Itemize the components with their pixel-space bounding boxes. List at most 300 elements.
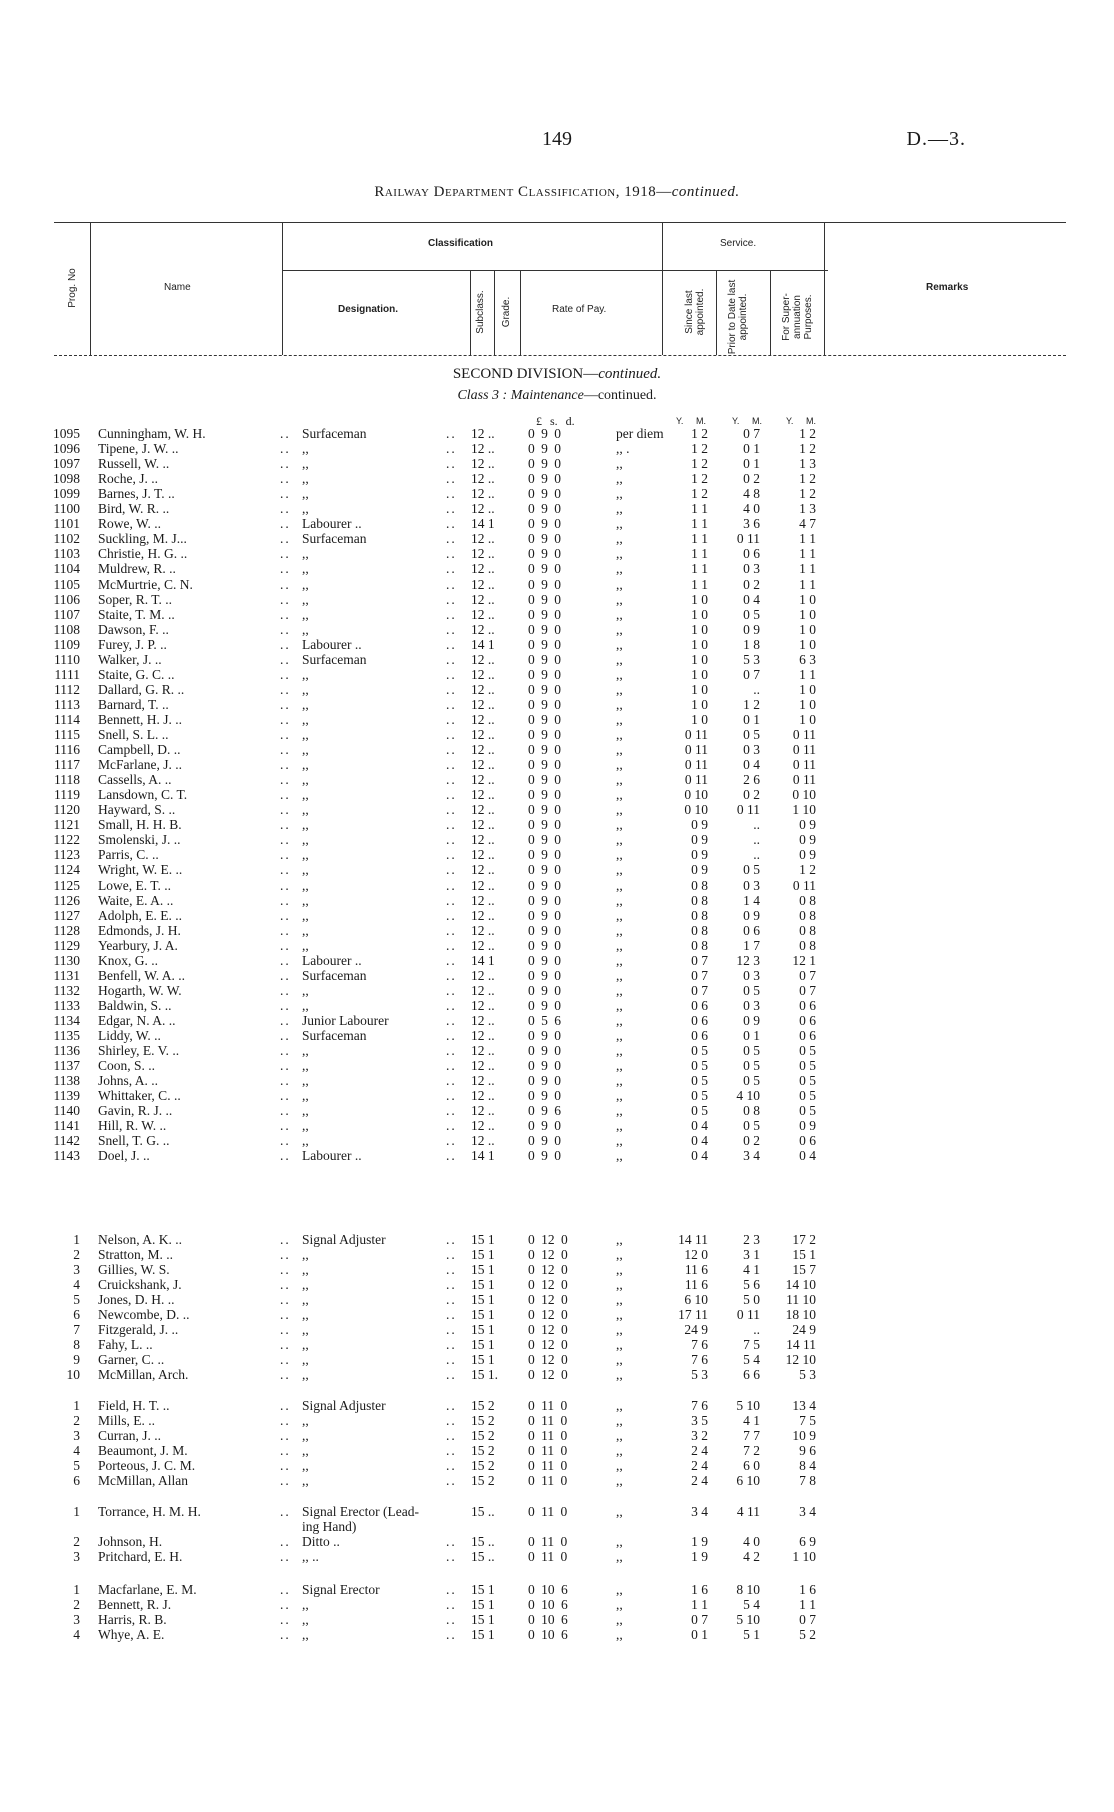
leader-dots: .. xyxy=(280,1582,291,1597)
employee-name: Edgar, N. A. .. xyxy=(98,1012,176,1028)
subclass-grade: 12 .. xyxy=(471,621,495,637)
leader-dots: .. xyxy=(446,1352,457,1368)
service-superannuation: 1 2 xyxy=(799,441,816,457)
designation: ,, xyxy=(302,1058,309,1074)
table-row xyxy=(0,1519,1114,1535)
service-since-last: 0 7 xyxy=(691,952,708,968)
leader-dots: .. xyxy=(446,1597,457,1613)
service-since-last: 1 1 xyxy=(691,531,708,547)
leader-dots: .. xyxy=(446,1232,457,1247)
row-number: 1 xyxy=(73,1398,80,1413)
service-superannuation: 1 0 xyxy=(799,711,816,727)
employee-name: Cruickshank, J. xyxy=(98,1277,182,1293)
rate-of-pay: 0 11 0 xyxy=(528,1549,568,1565)
designation: ,, xyxy=(302,1088,309,1104)
leader-dots: .. xyxy=(280,1012,291,1028)
pay-period: ,, xyxy=(616,651,623,667)
subclass-grade: 12 .. xyxy=(471,486,495,502)
leader-dots: .. xyxy=(446,471,457,487)
leader-dots: .. xyxy=(280,1262,291,1278)
service-since-last: 1 6 xyxy=(691,1582,708,1597)
leader-dots: .. xyxy=(446,1073,457,1089)
service-since-last: 1 0 xyxy=(691,591,708,607)
service-superannuation: 24 9 xyxy=(792,1322,816,1338)
employee-name: Cassells, A. .. xyxy=(98,772,172,788)
subclass-grade: 15 1 xyxy=(471,1627,495,1643)
service-since-last: 0 8 xyxy=(691,892,708,908)
designation: ,, xyxy=(302,486,309,502)
leader-dots: .. xyxy=(280,1058,291,1074)
designation: Signal Erector (Lead- xyxy=(302,1504,419,1519)
service-prior: 0 9 xyxy=(743,621,760,637)
leader-dots: .. xyxy=(446,952,457,968)
service-since-last: 6 10 xyxy=(684,1292,708,1308)
rate-of-pay: 0 5 6 xyxy=(528,1012,561,1028)
service-since-last: 1 1 xyxy=(691,561,708,577)
leader-dots: .. xyxy=(446,711,457,727)
leader-dots: .. xyxy=(446,636,457,652)
leader-dots: .. xyxy=(280,1088,291,1104)
leader-dots: .. xyxy=(446,1443,457,1459)
table-row xyxy=(0,908,1114,924)
pay-period: ,, xyxy=(616,982,623,998)
rate-of-pay: 0 9 0 xyxy=(528,802,561,818)
table-row xyxy=(0,1504,1114,1520)
service-superannuation: 1 2 xyxy=(799,862,816,878)
service-since-last: 0 10 xyxy=(684,787,708,803)
service-prior: 1 4 xyxy=(743,892,760,908)
row-number: 2 xyxy=(73,1247,80,1263)
row-number: 10 xyxy=(66,1367,80,1383)
designation: ,, xyxy=(302,997,309,1013)
row-number: 1105 xyxy=(53,576,80,592)
designation: Labourer .. xyxy=(302,1148,362,1164)
leader-dots: .. xyxy=(280,621,291,637)
leader-dots: .. xyxy=(280,847,291,863)
subclass-grade: 15 2 xyxy=(471,1428,495,1444)
header-rule-mid xyxy=(282,270,828,271)
pay-period: ,, xyxy=(616,1232,623,1247)
subclass-grade: 12 .. xyxy=(471,711,495,727)
leader-dots: .. xyxy=(280,1443,291,1459)
employee-name: Coon, S. .. xyxy=(98,1058,156,1074)
pay-period: ,, xyxy=(616,1028,623,1043)
leader-dots: .. xyxy=(446,546,457,562)
service-superannuation: 0 11 xyxy=(792,742,816,758)
designation: ,, xyxy=(302,621,309,637)
table-row xyxy=(0,712,1114,728)
table-row xyxy=(0,742,1114,758)
row-number: 1099 xyxy=(53,486,80,502)
rate-of-pay: 0 12 0 xyxy=(528,1337,568,1353)
service-superannuation: 0 8 xyxy=(799,892,816,908)
rate-of-pay: 0 12 0 xyxy=(528,1247,568,1263)
leader-dots: .. xyxy=(446,1262,457,1278)
employee-name: Porteous, J. C. M. xyxy=(98,1458,196,1474)
pay-period: ,, xyxy=(616,516,623,532)
leader-dots: .. xyxy=(446,576,457,592)
pay-period: ,, xyxy=(616,1443,623,1459)
service-since-last: 0 6 xyxy=(691,997,708,1013)
service-superannuation: 0 5 xyxy=(799,1088,816,1104)
service-superannuation: 1 2 xyxy=(799,426,816,441)
leader-dots: .. xyxy=(280,727,291,742)
service-superannuation: 6 9 xyxy=(799,1534,816,1550)
service-since-last: 1 2 xyxy=(691,456,708,472)
leader-dots: .. xyxy=(280,1627,291,1643)
designation: ,, xyxy=(302,1627,309,1643)
leader-dots: .. xyxy=(446,681,457,697)
rate-of-pay: 0 9 0 xyxy=(528,426,561,441)
subclass-grade: 12 .. xyxy=(471,1118,495,1134)
pay-period: ,, xyxy=(616,1277,623,1293)
service-prior: 0 5 xyxy=(743,1043,760,1059)
row-number: 1109 xyxy=(53,636,80,652)
leader-dots: .. xyxy=(446,742,457,758)
subclass-grade: 12 .. xyxy=(471,832,495,848)
service-prior: 0 5 xyxy=(743,606,760,622)
service-superannuation: 0 8 xyxy=(799,937,816,953)
leader-dots: .. xyxy=(446,757,457,773)
row-number: 1134 xyxy=(53,1012,80,1028)
rate-of-pay: 0 9 0 xyxy=(528,456,561,472)
leader-dots: .. xyxy=(446,1088,457,1104)
leader-dots: .. xyxy=(446,727,457,742)
designation: ,, xyxy=(302,456,309,472)
service-since-last: 1 1 xyxy=(691,1597,708,1613)
rate-of-pay: 0 9 0 xyxy=(528,922,561,938)
table-row xyxy=(0,1473,1114,1489)
row-number: 1128 xyxy=(53,922,80,938)
table-row xyxy=(0,1443,1114,1459)
table-row xyxy=(0,1148,1114,1164)
designation: Signal Erector xyxy=(302,1582,380,1597)
service-superannuation: 0 6 xyxy=(799,1012,816,1028)
subclass-grade: 15 1 xyxy=(471,1262,495,1278)
subclass-grade: 12 .. xyxy=(471,997,495,1013)
rate-of-pay: 0 11 0 xyxy=(528,1413,568,1429)
service-superannuation: 13 4 xyxy=(792,1398,816,1413)
row-number: 1116 xyxy=(54,742,80,758)
pay-period: ,, xyxy=(616,636,623,652)
header-prior-to: Prior to Date last appointed. xyxy=(727,279,749,355)
subclass-grade: 12 .. xyxy=(471,561,495,577)
table-row xyxy=(0,878,1114,894)
row-number: 3 xyxy=(73,1549,80,1565)
service-prior: 2 6 xyxy=(743,772,760,788)
service-prior: 0 2 xyxy=(743,471,760,487)
subclass-grade: 15 1 xyxy=(471,1322,495,1338)
page-number: 149 xyxy=(542,128,572,150)
rule-v4 xyxy=(494,270,495,355)
row-number: 6 xyxy=(73,1473,80,1489)
service-prior: 0 2 xyxy=(743,1133,760,1149)
service-superannuation: 1 0 xyxy=(799,696,816,712)
designation: Labourer .. xyxy=(302,636,362,652)
service-since-last: 0 8 xyxy=(691,907,708,923)
service-since-last: 17 11 xyxy=(678,1307,708,1323)
row-number: 9 xyxy=(73,1352,80,1368)
row-number: 1111 xyxy=(54,666,80,682)
rate-of-pay: 0 9 0 xyxy=(528,862,561,878)
service-prior: 7 5 xyxy=(743,1337,760,1353)
subclass-grade: 12 .. xyxy=(471,772,495,788)
employee-name: McMurtrie, C. N. xyxy=(98,576,193,592)
row-number: 4 xyxy=(73,1627,80,1643)
row-number: 7 xyxy=(73,1322,80,1338)
service-superannuation: 10 9 xyxy=(792,1428,816,1444)
service-superannuation: 9 6 xyxy=(799,1443,816,1459)
subclass-grade: 15 2 xyxy=(471,1413,495,1429)
service-superannuation: 0 11 xyxy=(792,757,816,773)
service-since-last: 7 6 xyxy=(691,1337,708,1353)
pay-period: ,, xyxy=(616,877,623,893)
service-prior: 1 7 xyxy=(743,937,760,953)
service-prior: 0 1 xyxy=(743,441,760,457)
subclass-grade: 12 .. xyxy=(471,606,495,622)
row-number: 1126 xyxy=(53,892,80,908)
table-row xyxy=(0,426,1114,442)
service-since-last: 0 9 xyxy=(691,862,708,878)
service-since-last: 0 8 xyxy=(691,877,708,893)
designation: ,, xyxy=(302,892,309,908)
unit-y1: Y. xyxy=(676,416,684,426)
employee-name: Newcombe, D. .. xyxy=(98,1307,190,1323)
leader-dots: .. xyxy=(446,531,457,547)
service-prior: 5 4 xyxy=(743,1597,760,1613)
service-since-last: 1 1 xyxy=(691,501,708,517)
employee-name: Curran, J. .. xyxy=(98,1428,161,1444)
service-superannuation: 1 3 xyxy=(799,456,816,472)
service-prior: 1 8 xyxy=(743,636,760,652)
employee-name: Parris, C. .. xyxy=(98,847,159,863)
service-since-last: 1 9 xyxy=(691,1549,708,1565)
service-prior: 0 11 xyxy=(736,802,760,818)
pay-period: ,, xyxy=(616,1398,623,1413)
leader-dots: .. xyxy=(280,1597,291,1613)
table-row xyxy=(0,1232,1114,1248)
leader-dots: .. xyxy=(280,516,291,532)
service-prior: 4 8 xyxy=(743,486,760,502)
service-prior: 0 8 xyxy=(743,1103,760,1119)
leader-dots: .. xyxy=(280,1428,291,1444)
pay-period: ,, xyxy=(616,1337,623,1353)
service-superannuation: 1 10 xyxy=(792,1549,816,1565)
service-superannuation: 7 5 xyxy=(799,1413,816,1429)
table-row xyxy=(0,1352,1114,1368)
subclass-grade: 12 .. xyxy=(471,1028,495,1043)
service-since-last: 14 11 xyxy=(678,1232,708,1247)
employee-name: Lansdown, C. T. xyxy=(98,787,188,803)
row-number: 1102 xyxy=(53,531,80,547)
designation: ing Hand) xyxy=(302,1519,357,1535)
leader-dots: .. xyxy=(280,651,291,667)
employee-name: Smolenski, J. .. xyxy=(98,832,181,848)
leader-dots: .. xyxy=(280,606,291,622)
table-row xyxy=(0,1458,1114,1474)
employee-name: Campbell, D. .. xyxy=(98,742,181,758)
service-prior: 0 9 xyxy=(743,907,760,923)
designation: ,, xyxy=(302,1352,309,1368)
row-number: 1141 xyxy=(53,1118,80,1134)
leader-dots: .. xyxy=(446,937,457,953)
designation: ,, xyxy=(302,742,309,758)
rate-of-pay: 0 9 0 xyxy=(528,1118,561,1134)
table-row xyxy=(0,1337,1114,1353)
title-italic: continued. xyxy=(671,184,740,200)
designation: ,, xyxy=(302,1292,309,1308)
service-superannuation: 0 9 xyxy=(799,847,816,863)
leader-dots: .. xyxy=(280,546,291,562)
subclass-grade: 15 1 xyxy=(471,1292,495,1308)
table-row xyxy=(0,968,1114,984)
leader-dots: .. xyxy=(446,486,457,502)
service-since-last: 12 0 xyxy=(684,1247,708,1263)
subclass-grade: 12 .. xyxy=(471,1012,495,1028)
service-superannuation: 0 7 xyxy=(799,1612,816,1628)
pay-period: ,, xyxy=(616,546,623,562)
subclass-grade: 12 .. xyxy=(471,1088,495,1104)
employee-name: Shirley, E. V. .. xyxy=(98,1043,180,1059)
service-prior: 0 3 xyxy=(743,742,760,758)
leader-dots: .. xyxy=(446,501,457,517)
rate-of-pay: 0 9 0 xyxy=(528,546,561,562)
rule-v9 xyxy=(824,222,825,355)
row-number: 1120 xyxy=(53,802,80,818)
employee-name: Jones, D. H. .. xyxy=(98,1292,175,1308)
header-remarks: Remarks xyxy=(926,282,969,293)
pay-period: ,, xyxy=(616,832,623,848)
service-prior: 1 2 xyxy=(743,696,760,712)
row-number: 1107 xyxy=(53,606,80,622)
pay-period: ,, xyxy=(616,952,623,968)
rate-of-pay: 0 9 0 xyxy=(528,486,561,502)
service-since-last: 7 6 xyxy=(691,1352,708,1368)
row-number: 1118 xyxy=(54,772,80,788)
service-prior: 5 1 xyxy=(743,1627,760,1643)
designation: ,, xyxy=(302,787,309,803)
table-row xyxy=(0,1013,1114,1029)
service-since-last: 11 6 xyxy=(684,1277,708,1293)
service-since-last: 0 5 xyxy=(691,1073,708,1089)
pay-period: ,, xyxy=(616,1133,623,1149)
rate-of-pay: 0 11 0 xyxy=(528,1443,568,1459)
table-row xyxy=(0,501,1114,517)
employee-name: Liddy, W. .. xyxy=(98,1028,161,1043)
pay-period: ,, xyxy=(616,681,623,697)
service-superannuation: 14 10 xyxy=(785,1277,816,1293)
pay-period: ,, xyxy=(616,922,623,938)
subclass-grade: 12 .. xyxy=(471,1133,495,1149)
pay-period: ,, xyxy=(616,1073,623,1089)
service-superannuation: 15 1 xyxy=(792,1247,816,1263)
designation: ,, xyxy=(302,757,309,773)
rate-of-pay: 0 9 0 xyxy=(528,561,561,577)
row-number: 1108 xyxy=(53,621,80,637)
row-number: 3 xyxy=(73,1612,80,1628)
class-heading xyxy=(0,388,1114,404)
designation: ,, xyxy=(302,606,309,622)
pay-period: ,, xyxy=(616,1322,623,1338)
row-number: 1138 xyxy=(53,1073,80,1089)
leader-dots: .. xyxy=(280,742,291,758)
service-since-last: 0 5 xyxy=(691,1103,708,1119)
table-row xyxy=(0,697,1114,713)
row-number: 1110 xyxy=(54,651,80,667)
service-since-last: 0 9 xyxy=(691,832,708,848)
leader-dots: .. xyxy=(280,1612,291,1628)
rule-v2 xyxy=(282,222,283,355)
service-prior: .. xyxy=(753,832,760,848)
subclass-grade: 12 .. xyxy=(471,471,495,487)
pay-period: ,, xyxy=(616,1504,623,1519)
designation: ,, xyxy=(302,1118,309,1134)
subclass-grade: 12 .. xyxy=(471,426,495,441)
pay-period: ,, xyxy=(616,997,623,1013)
service-prior: 5 3 xyxy=(743,651,760,667)
pay-period: ,, xyxy=(616,696,623,712)
subclass-grade: 12 .. xyxy=(471,501,495,517)
pay-period: ,, xyxy=(616,742,623,758)
row-number: 1139 xyxy=(53,1088,80,1104)
rule-v6 xyxy=(662,222,663,355)
leader-dots: .. xyxy=(446,1458,457,1474)
leader-dots: .. xyxy=(446,1413,457,1429)
subclass-grade: 12 .. xyxy=(471,922,495,938)
service-superannuation: 14 11 xyxy=(786,1337,816,1353)
service-prior: .. xyxy=(753,817,760,833)
service-prior: 2 3 xyxy=(743,1232,760,1247)
leader-dots: .. xyxy=(446,1322,457,1338)
leader-dots: .. xyxy=(446,651,457,667)
rate-of-pay: 0 9 0 xyxy=(528,606,561,622)
pay-period: ,, xyxy=(616,531,623,547)
subclass-grade: 12 .. xyxy=(471,441,495,457)
employee-name: Pritchard, E. H. xyxy=(98,1549,183,1565)
service-since-last: 1 0 xyxy=(691,621,708,637)
table-row xyxy=(0,1043,1114,1059)
leader-dots: .. xyxy=(280,802,291,818)
designation: ,, .. xyxy=(302,1549,319,1565)
service-superannuation: 0 9 xyxy=(799,832,816,848)
designation: ,, xyxy=(302,1277,309,1293)
service-since-last: 0 4 xyxy=(691,1118,708,1134)
pay-period: ,, . xyxy=(616,441,630,457)
service-superannuation: 0 5 xyxy=(799,1103,816,1119)
rate-of-pay: 0 9 0 xyxy=(528,1133,561,1149)
service-prior: 4 10 xyxy=(736,1088,760,1104)
table-row xyxy=(0,1413,1114,1429)
service-superannuation: 1 1 xyxy=(799,546,816,562)
designation: ,, xyxy=(302,1307,309,1323)
table-row xyxy=(0,1534,1114,1550)
designation: ,, xyxy=(302,576,309,592)
row-number: 1132 xyxy=(53,982,80,998)
header-name: Name xyxy=(164,282,191,293)
service-prior: 4 1 xyxy=(743,1262,760,1278)
leader-dots: .. xyxy=(280,952,291,968)
row-number: 1142 xyxy=(53,1133,80,1149)
service-prior: 0 7 xyxy=(743,666,760,682)
table-row xyxy=(0,1247,1114,1263)
rate-of-pay: 0 10 6 xyxy=(528,1582,568,1597)
table-row xyxy=(0,622,1114,638)
leader-dots: .. xyxy=(280,1232,291,1247)
subclass-grade: 12 .. xyxy=(471,757,495,773)
pay-period: ,, xyxy=(616,1627,623,1643)
service-superannuation: 18 10 xyxy=(785,1307,816,1323)
leader-dots: .. xyxy=(280,922,291,938)
